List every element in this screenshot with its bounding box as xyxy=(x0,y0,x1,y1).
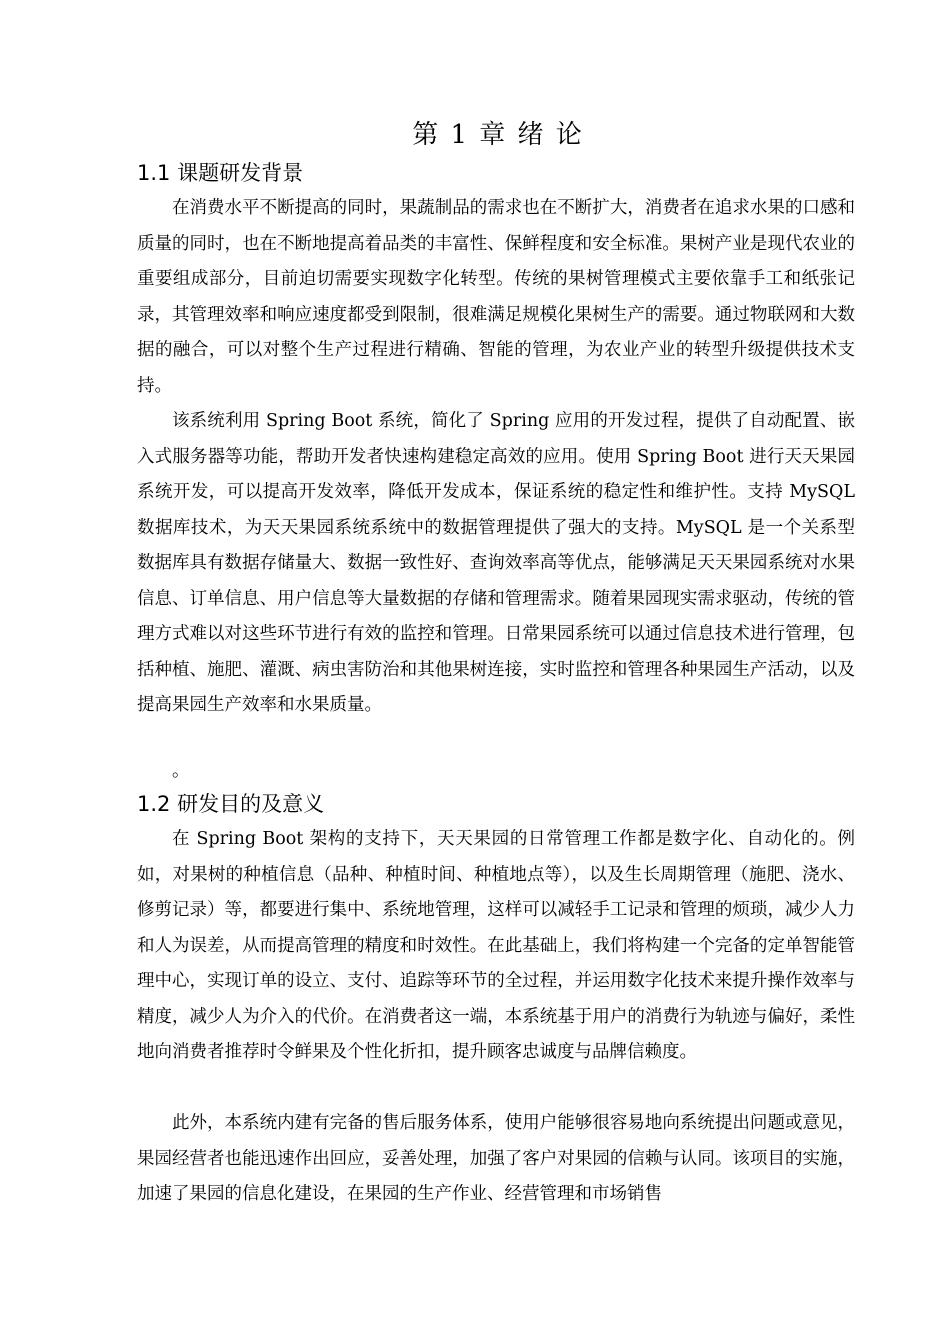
paragraph-purpose-2: 此外，本系统内建有完备的售后服务体系，使用户能够很容易地向系统提出问题或意见，果园经营者也能迅速作出回应，妥善处理，加强了客户对果园的信赖与认同。该项目的实施，加速了果园的信息化建设，在果园的生产作业、经营管理和市场销售 xyxy=(137,1113,855,1204)
stray-period: 。 xyxy=(172,761,190,781)
chapter-title: 第 1 章 绪 论 xyxy=(412,120,584,150)
section-heading-1-2: 1.2 研发目的及意义 xyxy=(137,792,325,816)
paragraph-background-1: 在消费水平不断提高的同时，果蔬制品的需求也在不断扩大，消费者在追求水果的口感和质量的同时，也在不断地提高着品类的丰富性、保鲜程度和安全标准。果树产业是现代农业的重要组成部分，目前迫切需要实现数字化转型。传统的果树管理模式主要依靠手工和纸张记录，其管理效率和响应速度都受到限制，很难满足规模化果树生产的需要。通过物联网和大数据的融合，可以对整个生产过程进行精确、智能的管理，为农业产业的转型升级提供技术支持。 xyxy=(137,198,855,396)
section-heading-1-1: 1.1 课题研发背景 xyxy=(137,161,304,185)
paragraph-background-2: 该系统利用 Spring Boot 系统，简化了 Spring 应用的开发过程，提供了自动配置、嵌入式服务器等功能，帮助开发者快速构建稳定高效的应用。使用 Spring Boot 进行天天果园系统开发，可以提高开发效率，降低开发成本，保证系统的稳定性和维护性。支持 MySQL 数据库技术，为天天果园系统系统中的数据管理提供了强大的支持。MySQL 是一个关系型数据库具有数据存储量大、数据一致性好、查询效率高等优点，能够满足天天果园系统对水果信息、订单信息、用户信息等大量数据的存储和管理需求。随着果园现实需求驱动，传统的管理方式难以对这些环节进行有效的监控和管理。日常果园系统可以通过信息技术进行管理，包括种植、施肥、灌溉、病虫害防治和其他果树连接，实时监控和管理各种果园生产活动，以及提高果园生产效率和水果质量。 xyxy=(137,411,855,715)
paragraph-purpose-1: 在 Spring Boot 架构的支持下，天天果园的日常管理工作都是数字化、自动化的。例如，对果树的种植信息（品种、种植时间、种植地点等），以及生长周期管理（施肥、浇水、修剪记录）等，都要进行集中、系统地管理，这样可以减轻手工记录和管理的烦琐，减少人力和人为误差，从而提高管理的精度和时效性。在此基础上，我们将构建一个完备的定单智能管理中心，实现订单的设立、支付、追踪等环节的全过程，并运用数字化技术来提升操作效率与精度，减少人为介入的代价。在消费者这一端，本系统基于用户的消费行为轨迹与偏好，柔性地向消费者推荐时令鲜果及个性化折扣，提升顾客忠诚度与品牌信赖度。 xyxy=(137,829,855,1062)
